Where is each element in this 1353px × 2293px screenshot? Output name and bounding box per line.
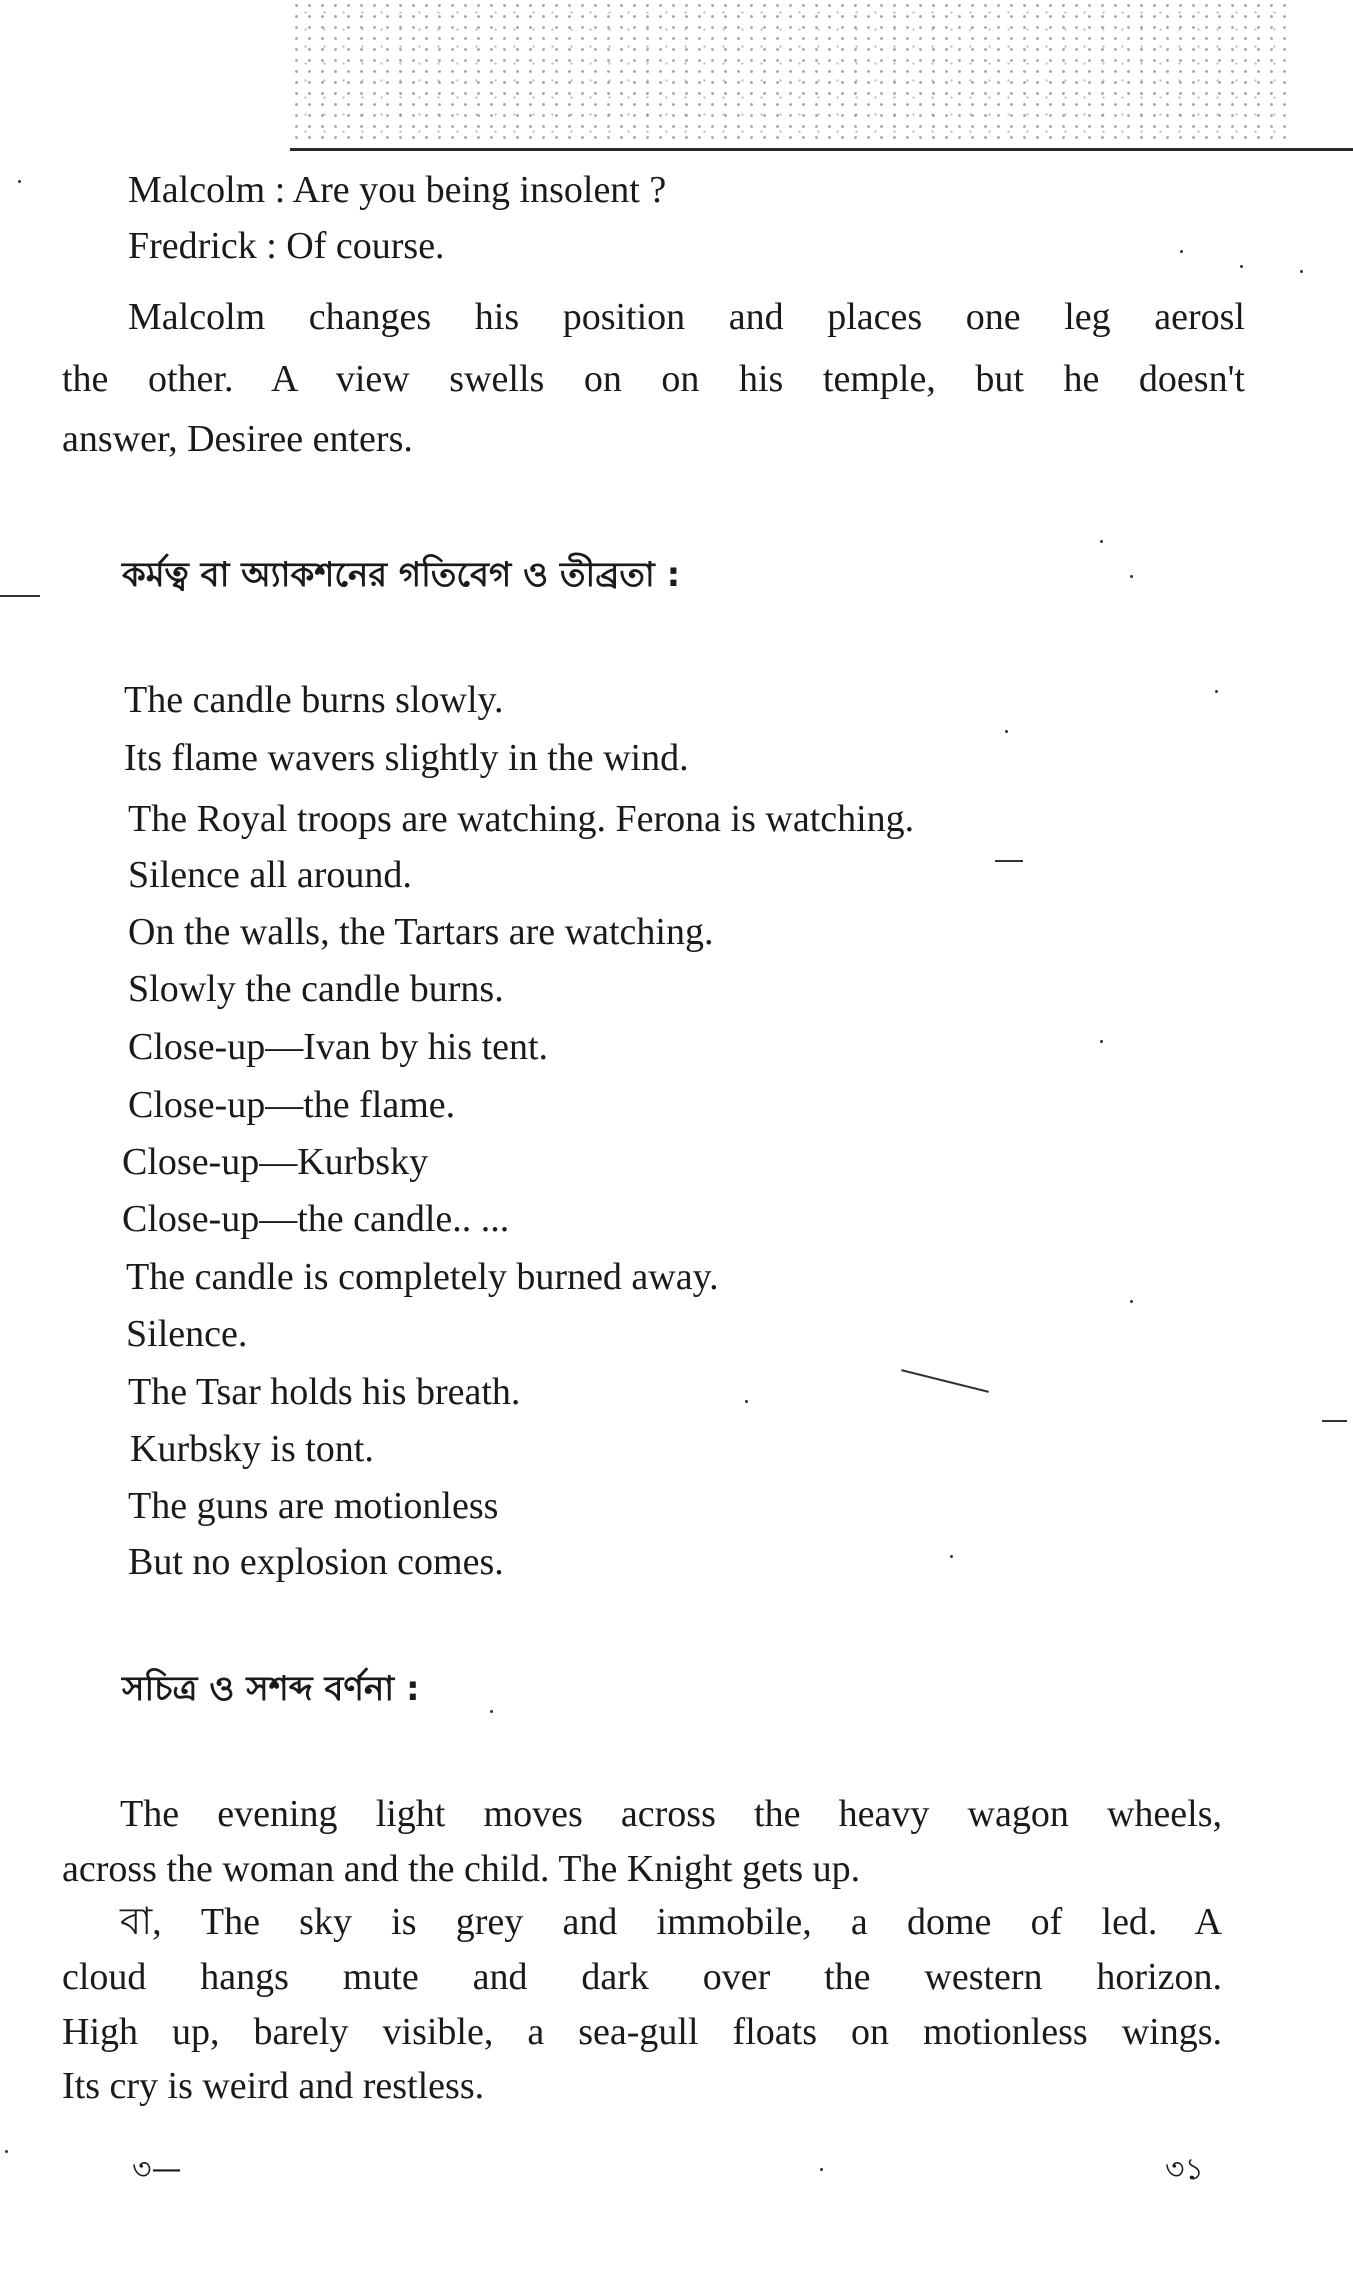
speck [1130, 575, 1133, 578]
paragraph-line: cloud hangs mute and dark over the western horizon. [62, 1956, 1222, 1998]
speck [820, 2168, 823, 2171]
speck [1215, 690, 1218, 693]
shot-line: The Royal troops are watching. Ferona is watching. [128, 798, 915, 840]
speck [490, 1710, 493, 1713]
section-heading: সচিত্র ও সশব্দ বর্ণনা : [122, 1669, 420, 1709]
print-noise [290, 0, 1290, 140]
speck [1240, 265, 1243, 268]
shot-line: Close-up—the flame. [128, 1084, 456, 1126]
margin-mark [995, 860, 1023, 862]
paragraph-line: across the woman and the child. The Knight gets up. [62, 1848, 861, 1890]
dialogue-line: Fredrick : Of course. [128, 225, 445, 267]
paragraph-line: বা, The sky is grey and immobile, a dome of led. A [120, 1901, 1222, 1943]
speck [1100, 540, 1103, 543]
speck [745, 1400, 748, 1403]
speck [1180, 250, 1183, 253]
top-rule [290, 148, 1353, 151]
shot-line: The guns are motionless [128, 1485, 499, 1527]
paragraph-line: The evening light moves across the heavy wagon wheels, [120, 1793, 1222, 1835]
speck [18, 180, 21, 183]
shot-line: The Tsar holds his breath. [128, 1371, 521, 1413]
shot-line: Its flame wavers slightly in the wind. [124, 737, 689, 779]
margin-mark [0, 595, 40, 597]
shot-line: Slowly the candle burns. [128, 968, 504, 1010]
shot-line: Silence all around. [128, 854, 412, 896]
shot-line: On the walls, the Tartars are watching. [128, 911, 714, 953]
paragraph-line: Malcolm changes his position and places one leg aerosl [128, 296, 1245, 338]
shot-line: Close-up—Kurbsky [122, 1141, 429, 1183]
margin-mark [901, 1369, 989, 1393]
shot-line: The candle burns slowly. [124, 679, 504, 721]
margin-mark [1322, 1420, 1347, 1422]
section-heading: কর্মত্ব বা অ্যাকশনের গতিবেগ ও তীব্রতা : [122, 555, 681, 595]
footer-left-mark: ৩— [132, 2152, 182, 2187]
paragraph-line: answer, Desiree enters. [62, 418, 413, 460]
speck [1005, 730, 1008, 733]
shot-line: The candle is completely burned away. [126, 1256, 719, 1298]
speck [950, 1555, 953, 1558]
dialogue-line: Malcolm : Are you being insolent ? [128, 169, 667, 211]
shot-line: Close-up—Ivan by his tent. [128, 1026, 549, 1068]
page-number: ৩১ [1165, 2152, 1204, 2187]
shot-line: Kurbsky is tont. [130, 1428, 374, 1470]
speck [5, 2150, 8, 2153]
paragraph-line: Its cry is weird and restless. [62, 2065, 485, 2107]
speck [1130, 1300, 1133, 1303]
shot-line: Close-up—the candle.. ... [122, 1198, 510, 1240]
shot-line: But no explosion comes. [128, 1541, 504, 1583]
speck [1300, 270, 1303, 273]
shot-line: Silence. [126, 1313, 248, 1355]
paragraph-line: the other. A view swells on on his temple, but he doesn't [62, 358, 1245, 400]
speck [1100, 1040, 1103, 1043]
paragraph-line: High up, barely visible, a sea-gull floats on motionless wings. [62, 2011, 1222, 2053]
